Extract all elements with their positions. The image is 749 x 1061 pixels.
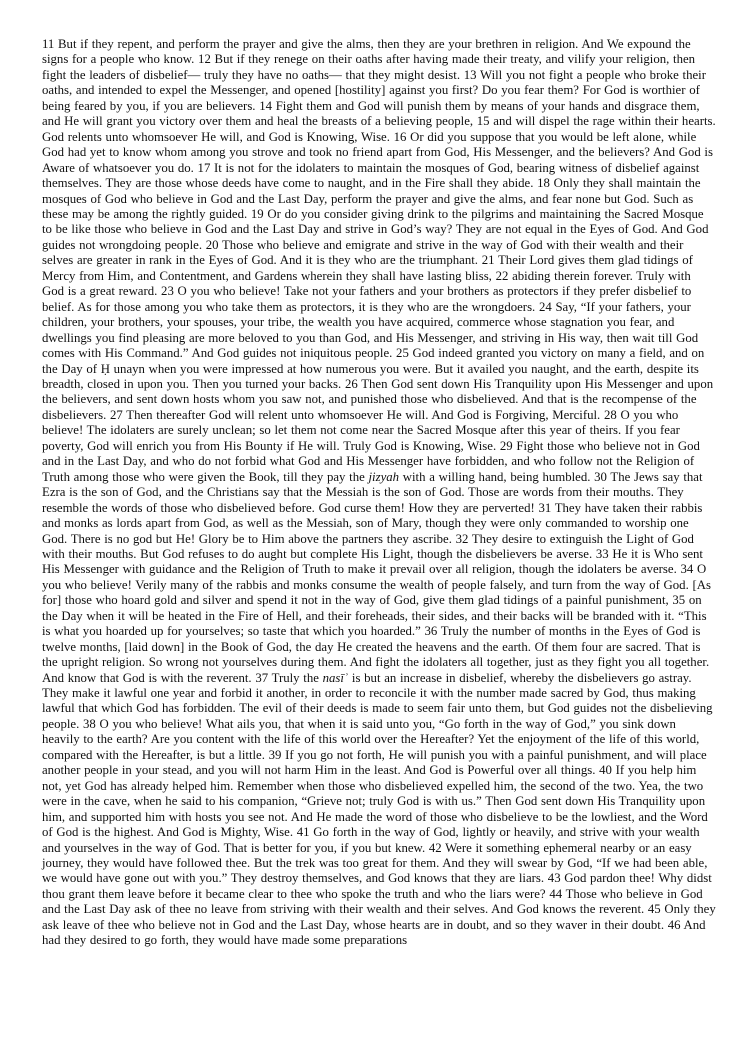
text-run: is but an increase in disbelief, whereby the disbelievers go astray. They make it lawful one year and forbid it another, in order to reconcile it with the number made sacred by God, thus making lawful that which God has forbidden. The evil of their deeds is made to seem fair unto them, but God guides not the disbelieving people. 38 O you who believe! What ails you, that when it is said unto you, “Go forth in the way of God,” you sink down heavily to the earth? Are you content with the life of this world over the Hereafter? Yet the enjoyment of the life of this world, compared with the Hereafter, is but a little. 39 If you go not forth, He will punish you with a painful punishment, and will place another people in your stead, and you will not harm Him in the least. And God is Powerful over all things. 40 If you help him not, yet God has already helped him. Remember when those who disbelieved expelled him, the second of the two. Yea, the two were in the cave, when he said to his companion, “Grieve not; truly God is with us.” Then God sent down His Tranquility upon him, and supported him with hosts you see not. And He made the word of those who disbelieve to be the lowliest, and the Word of God is the highest. And God is Mighty, Wise. 41 Go forth in the way of God, lightly or heavily, and strive with your wealth and yourselves in the way of God. That is better for you, if you but knew. 42 Were it something ephemeral nearby or an easy journey, they would have followed thee. But the trek was too great for them. And they will swear by God, “If we had been able, we would have gone out with you.” They destroy themselves, and God knows that they are liars. 43 God pardon thee! Why didst thou grant them leave before it became clear to thee who spoke the truth and who the liars were? 44 Those who believe in God and the Last Day ask of thee no leave from striving with their wealth and their selves. And God knows the reverent. 45 Only they ask leave of thee who believe not in God and the Last Day, whose hearts are in doubt, and so they waver in their doubt. 46 And had they desired to go forth, they would have made some preparations: [42, 670, 716, 948]
text-run: with a willing hand, being humbled. 30 The Jews say that Ezra is the son of God, and the Christians say that the Messiah is the son of God. Those are words from their mouths. They resemble the words of those who disbelieved before. God curse them! How they are perverted! 31 They have taken their rabbis and monks as lords apart from God, as well as the Messiah, son of Mary, though they were only commanded to worship one God. There is no god but He! Glory be to Him above the partners they ascribe. 32 They desire to extinguish the Light of God with their mouths. But God refuses to do aught but complete His Light, though the disbelievers be averse. 33 He it is Who sent His Messenger with guidance and the Religion of Truth to make it prevail over all religion, though the idolaters be averse. 34 O you who believe! Verily many of the rabbis and monks consume the wealth of people falsely, and turn from the way of God. [As for] those who hoard gold and silver and spend it not in the way of God, give them glad tidings of a painful punishment, 35 on the Day when it will be heated in the Fire of Hell, and their foreheads, their sides, and their backs will be branded with it. “This is what you hoarded up for yourselves; so taste that which you hoarded.” 36 Truly the number of months in the Eyes of God is twelve months, [laid down] in the Book of God, the day He created the heavens and the earth. Of them four are sacred. That is the upright religion. So wrong not yourselves during them. And fight the idolaters all together, just as they fight you all together. And know that God is with the reverent. 37 Truly the: [42, 469, 711, 685]
italic-term: jizyah: [368, 469, 400, 484]
italic-term: nasīʾ: [322, 670, 349, 685]
text-run: 11 But if they repent, and perform the prayer and give the alms, then they are your brethren in religion. And We expound the signs for a people who know. 12 But if they renege on their oaths after having made their treaty, and vilify your religion, then fight the leaders of disbelief— truly they have no oaths— that they might desist. 13 Will you not fight a people who broke their oaths, and intended to expel the Messenger, and opened [hostility] against you first? Do you fear them? For God is worthier of being feared by you, if you are believers. 14 Fight them and God will punish them by means of your hands and disgrace them, and He will grant you victory over them and heal the breasts of a believing people, 15 and will dispel the rage within their hearts. God relents unto whomsoever He will, and God is Knowing, Wise. 16 Or did you suppose that you would be left alone, while God had yet to know whom among you strove and took no friend apart from God, His Messenger, and the believers? And God is Aware of whatsoever you do. 17 It is not for the idolaters to maintain the mosques of God, bearing witness of disbelief against themselves. They are those whose deeds have come to naught, and in the Fire shall they abide. 18 Only they shall maintain the mosques of God who believe in God and the Last Day, perform the prayer and give the alms, and fear none but God. Such as these may be among the rightly guided. 19 Or do you consider giving drink to the pilgrims and maintaining the Sacred Mosque to be like those who believe in God and the Last Day and strive in God’s way? They are not equal in the Eyes of God. And God guides not wrongdoing people. 20 Those who believe and emigrate and strive in the way of God with their wealth and their selves are greater in rank in the Eyes of God. And it is they who are the triumphant. 21 Their Lord gives them glad tidings of Mercy from Him, and Contentment, and Gardens wherein they shall have lasting bliss, 22 abiding therein forever. Truly with God is a great reward. 23 O you who believe! Take not your fathers and your brothers as protectors if they prefer disbelief to belief. As for those among you who take them as protectors, it is they who are the wrongdoers. 24 Say, “If your fathers, your children, your brothers, your spouses, your tribe, the wealth you have acquired, commerce whose stagnation you fear, and dwellings you find pleasing are more beloved to you than God, and His Messenger, and striving in His way, then wait till God comes with His Command.” And God guides not iniquitous people. 25 God indeed granted you victory on many a field, and on the Day of Ḥ unayn when you were impressed at how numerous you were. But it availed you naught, and the earth, despite its breadth, closed in upon you. Then you turned your backs. 26 Then God sent down His Tranquility upon His Messenger and upon the believers, and sent down hosts whom you saw not, and punished those who disbelieved. And that is the recompense of the disbelievers. 27 Then thereafter God will relent unto whomsoever He will. And God is Forgiving, Merciful. 28 O you who believe! The idolaters are surely unclean; so let them not come near the Sacred Mosque after this year of theirs. If you fear poverty, God will enrich you from His Bounty if He will. Truly God is Knowing, Wise. 29 Fight those who believe not in God and in the Last Day, and who do not forbid what God and His Messenger have forbidden, and who follow not the Religion of Truth among those who were given the Book, till they pay the: [42, 37, 716, 484]
body-text: [42, 37, 716, 949]
